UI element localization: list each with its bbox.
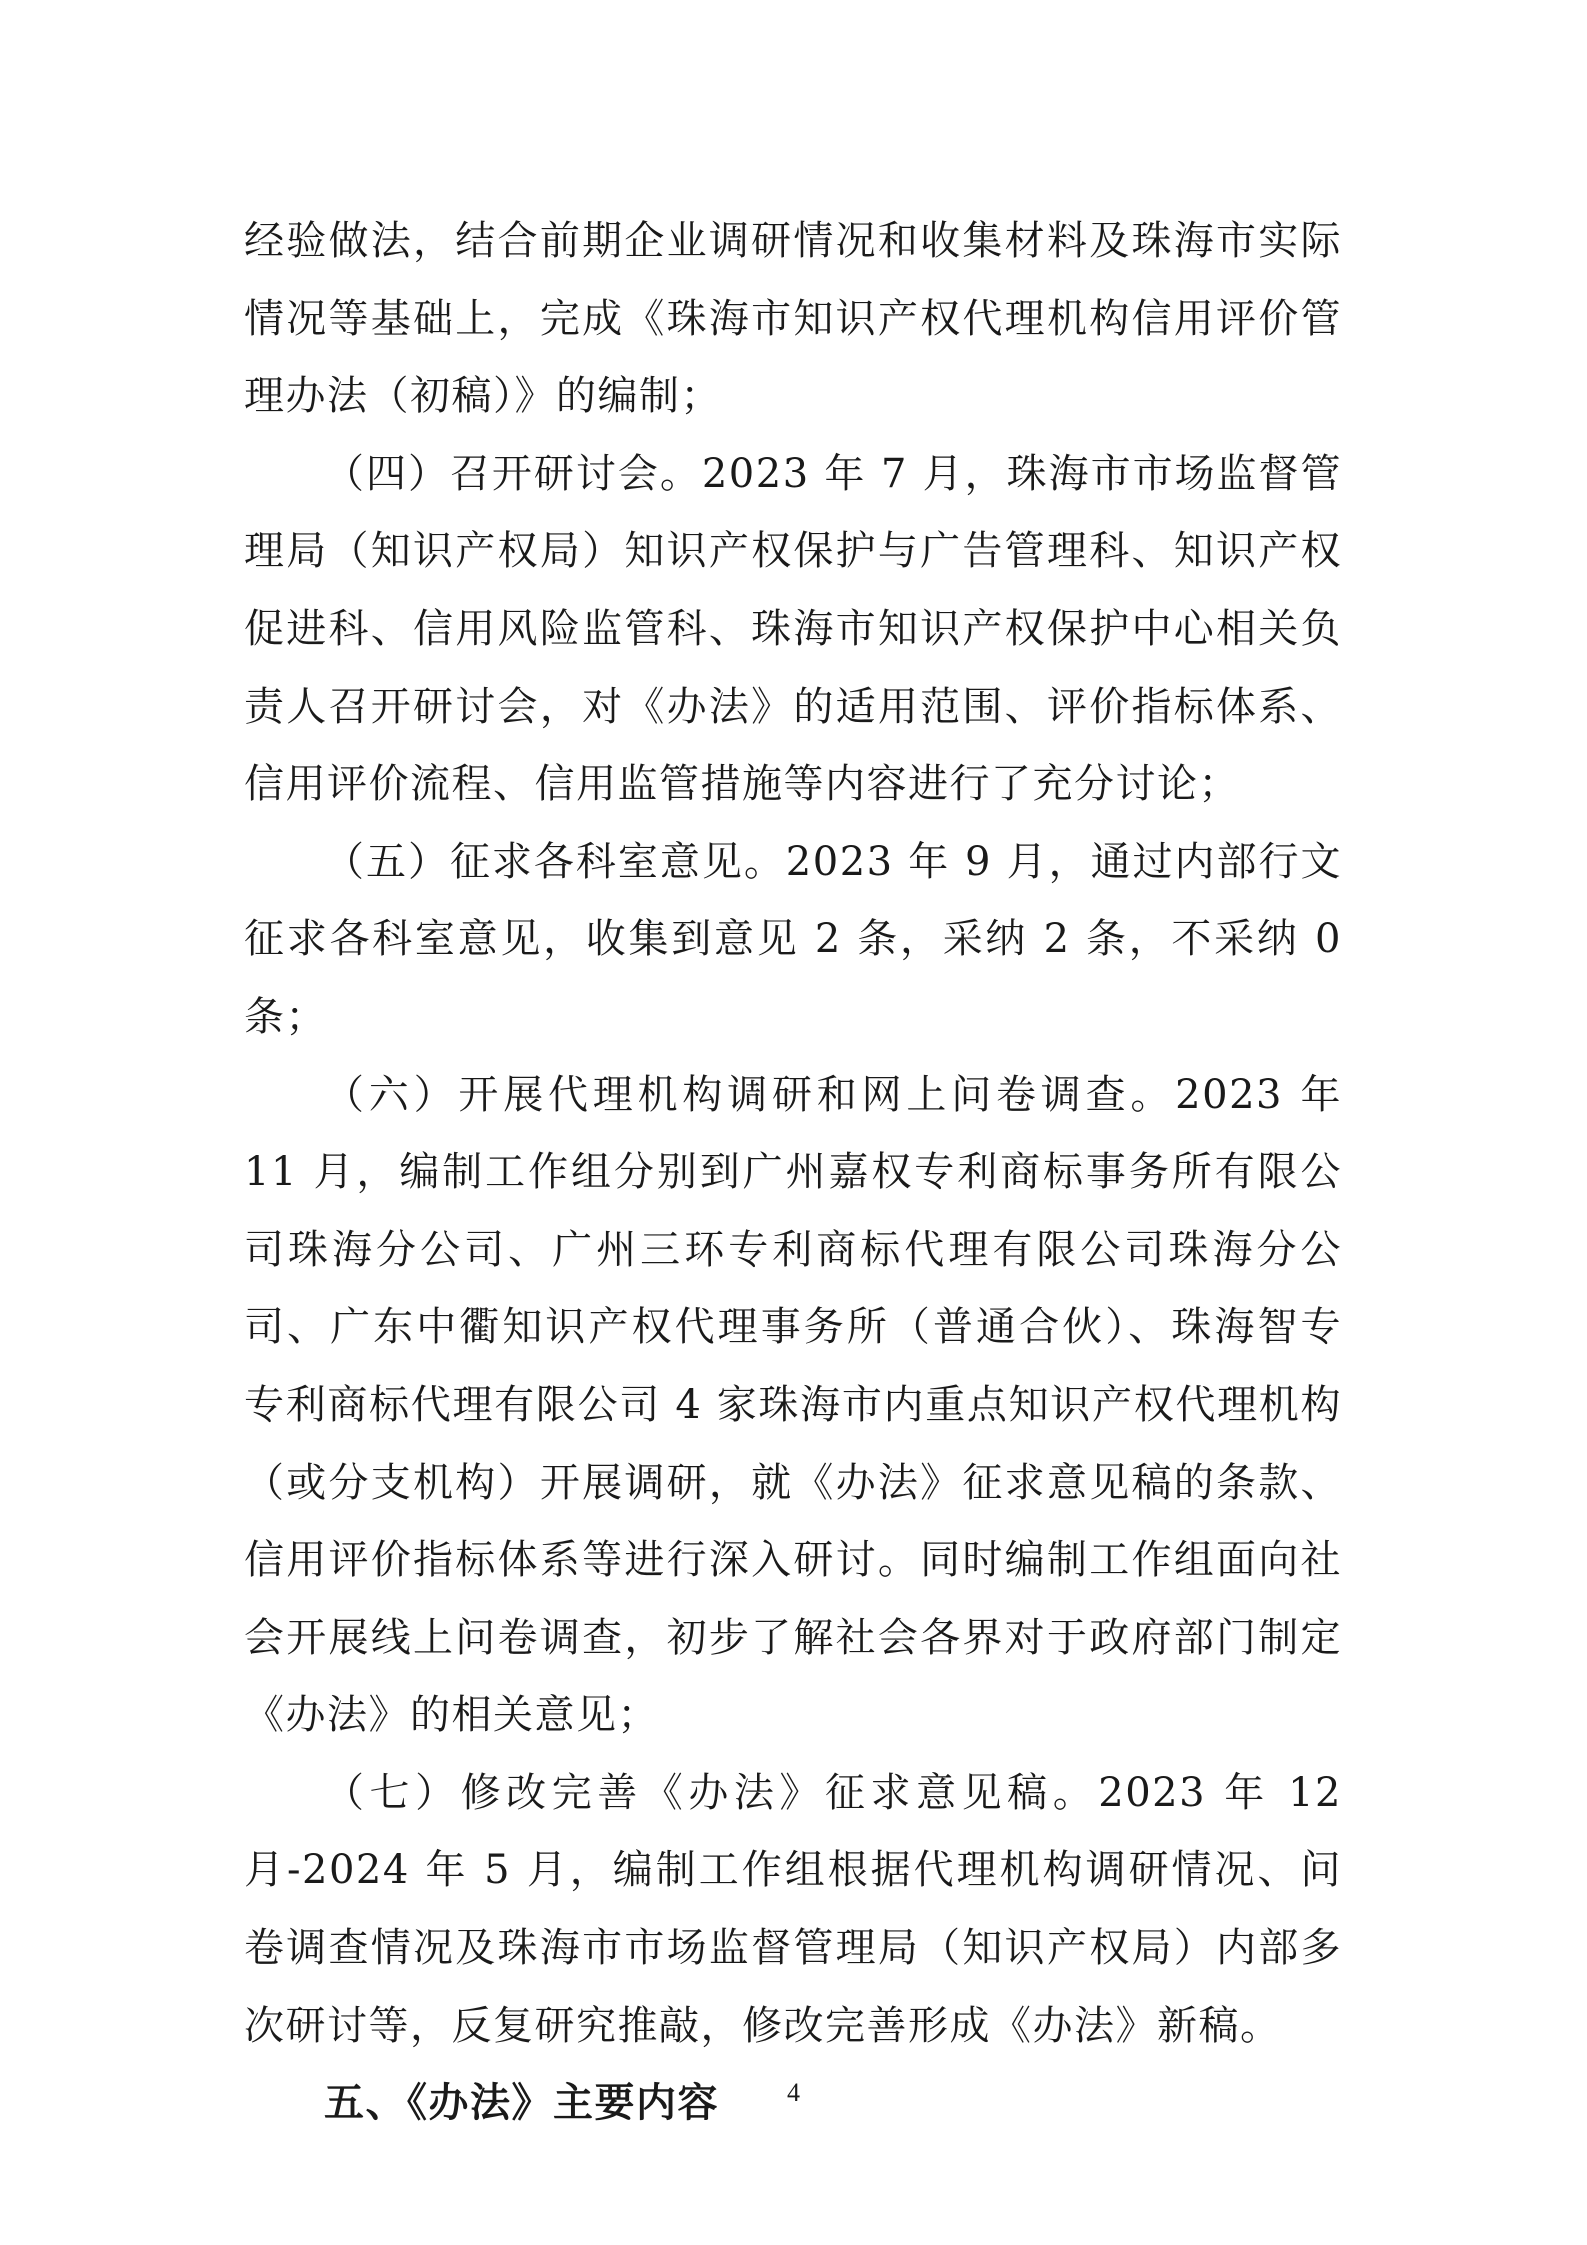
paragraph-3: （五）征求各科室意见。2023 年 9 月，通过内部行文征求各科室意见，收集到意见 2 条，采纳 2 条，不采纳 0 条； [244,838,1342,1040]
paragraph-5: （七）修改完善《办法》征求意见稿。2023 年 12 月-2024 年 5 月，编制工作组根据代理机构调研情况、问卷调查情况及珠海市市场监督管理局（知识产权局）内部多次研讨等，反复研究推敲，修改完善形成《办法》新稿。 [244,1769,1342,2049]
page-number: 4 [787,2078,800,2107]
paragraph-2: （四）召开研讨会。2023 年 7 月，珠海市市场监督管理局（知识产权局）知识产权保护与广告管理科、知识产权促进科、信用风险监管科、珠海市知识产权保护中心相关负责人召开研讨会，对《办法》的适用范围、评价指标体系、信用评价流程、信用监管措施等内容进行了充分讨论； [244,450,1342,808]
section-heading: 五、《办法》主要内容 [324,2080,719,2127]
paragraph-4: （六）开展代理机构调研和网上问卷调查。2023 年 11 月，编制工作组分别到广州嘉权专利商标事务所有限公司珠海分公司、广州三环专利商标代理有限公司珠海分公司、广东中衢知识产权代理事务所（普通合伙）、珠海智专专利商标代理有限公司 4 家珠海市内重点知识产权代理机构（或分支机构）开展调研，就《办法》征求意见稿的条款、信用评价指标体系等进行深入研讨。同时编制工作组面向社会开展线上问卷调查，初步了解社会各界对于政府部门制定《办法》的相关意见； [244,1071,1342,1739]
document-body [244,203,1342,2143]
paragraph-1: 经验做法，结合前期企业调研情况和收集材料及珠海市实际情况等基础上，完成《珠海市知识产权代理机构信用评价管理办法（初稿）》的编制； [244,218,1342,420]
